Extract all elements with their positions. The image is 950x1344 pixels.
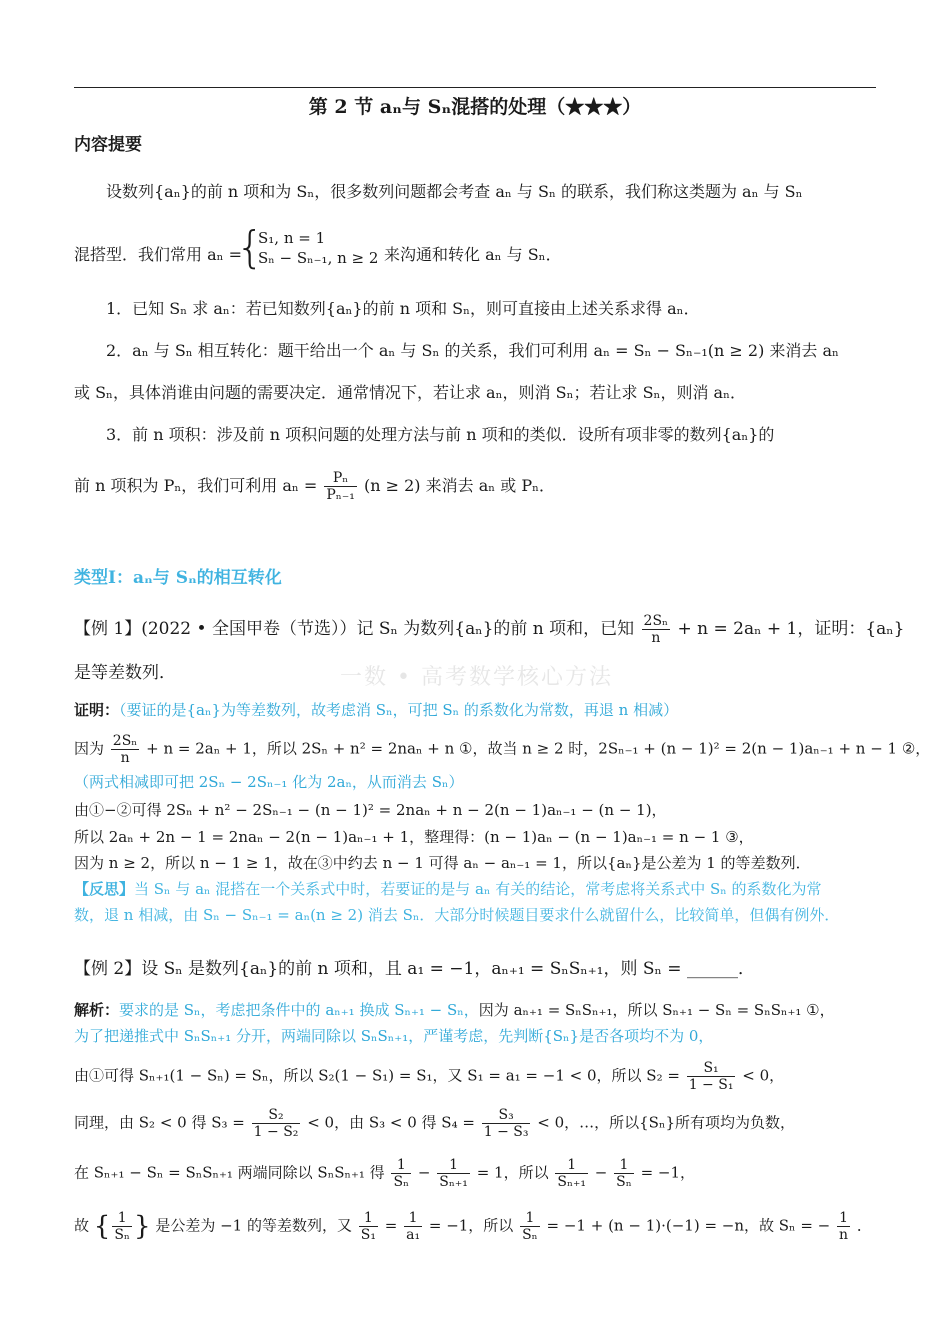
s6-fraction-4: [520, 1210, 540, 1243]
solution-step-4: [74, 1107, 882, 1140]
s6-fraction-1: [112, 1210, 132, 1243]
ex1-fraction: [642, 613, 671, 646]
s4-c: < 0，…，所以{Sₙ}所有项均为负数，: [537, 1113, 795, 1132]
proof-step-4: 所以 2aₙ + 2n − 1 = 2naₙ − 2(n − 1)aₙ₋₁ + 1，整理得：(n − 1)aₙ − (n − 1)aₙ₋₁ = n − 1 ③，: [74, 828, 754, 846]
solution-label: 解析：: [74, 1001, 120, 1019]
section-title: 第 2 节 aₙ与 Sₙ混搭的处理（★★★）: [308, 96, 642, 118]
s5-minus-2: −: [594, 1163, 608, 1182]
right-brace: }: [134, 1211, 151, 1242]
cases-formula: [258, 228, 378, 268]
s6-a: 故: [74, 1216, 90, 1235]
fraction-denominator: Sₙ₊₁: [439, 1174, 468, 1190]
s5-b: = 1，所以: [476, 1163, 549, 1182]
intro-heading: 内容提要: [74, 135, 142, 155]
cases-brace: {: [236, 222, 264, 273]
fraction-denominator: n: [120, 750, 130, 766]
proof-hint: （要证的是{aₙ}为等差数列，故考虑消 Sₙ，可把 Sₙ 的系数化为常数，再退 n 相减）: [119, 701, 679, 719]
fraction-numerator: 1: [391, 1157, 411, 1174]
intro-paragraph-1: 设数列{aₙ}的前 n 项和为 Sₙ，很多数列问题都会考查 aₙ 与 Sₙ 的联系，我们称这类题为 aₙ 与 Sₙ: [106, 182, 803, 201]
s4-a: 同理，由 S₂ < 0 得 S₃ =: [74, 1113, 245, 1132]
solution-step-3: [74, 1060, 882, 1093]
item-3b-post: (n ≥ 2) 来消去 aₙ 或 Pₙ．: [363, 476, 556, 495]
ex1-pre: 【例 1】(2022 • 全国甲卷（节选））记 Sₙ 为数列{aₙ}的前 n 项和，已知: [74, 619, 635, 639]
s3-fraction: [687, 1060, 736, 1093]
intro-paragraph-2-pre: 混搭型．我们常用 aₙ =: [74, 245, 243, 264]
proof-step-3: 由①−②可得 2Sₙ + n² − 2Sₙ₋₁ − (n − 1)² = 2naₙ + n − 2(n − 1)aₙ₋₁ − (n − 1)，: [74, 801, 667, 819]
fraction-denominator: 1 − S₂: [253, 1124, 299, 1140]
reflect-line-2: 数，退 n 相减，由 Sₙ − Sₙ₋₁ = aₙ(n ≥ 2) 消去 Sₙ．大部分时候题目要求什么就留什么，比较简单，但偶有例外．: [74, 906, 840, 924]
intro-paragraph-2-post: 来沟通和转化 aₙ 与 Sₙ．: [384, 245, 562, 264]
s6-d: = −1 + (n − 1)·(−1) = −n，故 Sₙ = −: [546, 1216, 831, 1235]
intro-item-2a: 2．aₙ 与 Sₙ 相互转化：题干给出一个 aₙ 与 Sₙ 的关系，我们可利用 aₙ = Sₙ − Sₙ₋₁(n ≥ 2) 来消去 aₙ: [106, 341, 839, 360]
proof-line: [74, 699, 882, 721]
s6-fraction-2: [359, 1210, 378, 1243]
s6-eq: =: [384, 1216, 398, 1235]
fraction-denominator: n: [651, 630, 661, 646]
fraction-numerator: 1: [112, 1210, 132, 1227]
top-rule: [74, 87, 876, 88]
s5-fraction-2: [437, 1157, 470, 1190]
step-1-post: + n = 2aₙ + 1，所以 2Sₙ + n² = 2naₙ + n ①，故当 n ≥ 2 时，2Sₙ₋₁ + (n − 1)² = 2(n − 1)aₙ₋₁ + n − 1 ②，: [146, 739, 931, 758]
left-brace: {: [93, 1211, 111, 1242]
s6-b: 是公差为 −1 的等差数列，又: [155, 1216, 352, 1235]
example-2-line-1: 【例 2】设 Sₙ 是数列{aₙ}的前 n 项和，且 a₁ = −1，aₙ₊₁ = SₙSₙ₊₁，则 Sₙ = ______．: [74, 959, 755, 979]
fraction-pn: [324, 470, 356, 503]
solution-line-1: [74, 999, 882, 1021]
fraction-numerator: 2Sₙ: [112, 733, 138, 749]
intro-item-1: 1．已知 Sₙ 求 aₙ：若已知数列{aₙ}的前 n 项和 Sₙ，则可直接由上述关系求得 aₙ．: [106, 299, 700, 318]
fraction-numerator: 2Sₙ: [643, 613, 669, 629]
solution-step-6: [74, 1210, 882, 1243]
fraction-numerator: S₃: [482, 1107, 531, 1124]
s3-pre: 由①可得 Sₙ₊₁(1 − Sₙ) = Sₙ，所以 S₂(1 − S₁) = S₁，又 S₁ = a₁ = −1 < 0，所以 S₂ =: [74, 1066, 680, 1085]
fraction-numerator: 1: [837, 1210, 850, 1227]
s5-a: 在 Sₙ₊₁ − Sₙ = SₙSₙ₊₁ 两端同除以 SₙSₙ₊₁ 得: [74, 1163, 385, 1182]
ex1-post: + n = 2aₙ + 1，证明：{aₙ}: [677, 619, 905, 639]
reflect-line-1: [74, 878, 882, 900]
type-1-heading: 类型Ⅰ：aₙ与 Sₙ的相互转化: [74, 568, 282, 588]
fraction-numerator: 1: [614, 1157, 634, 1174]
fraction-numerator: 1: [404, 1210, 422, 1227]
intro-item-3b: [74, 470, 882, 503]
fraction-numerator: Pₙ: [324, 470, 356, 487]
s6-fraction-3: [404, 1210, 422, 1243]
step-1-fraction: [111, 733, 140, 766]
watermark: 一数 • 高考数学核心方法: [340, 665, 613, 690]
fraction-denominator: Sₙ₊₁: [557, 1174, 587, 1190]
s3-post: < 0，: [742, 1066, 785, 1085]
fraction-numerator: 1: [359, 1210, 378, 1227]
s5-c: = −1，: [640, 1163, 696, 1182]
proof-step-1: [74, 733, 931, 766]
solution-step-5: [74, 1157, 882, 1190]
fraction-numerator: 1: [437, 1157, 470, 1174]
fraction-denominator: Sₙ: [616, 1174, 632, 1190]
fraction-denominator: Pₙ₋₁: [326, 487, 355, 503]
example-1-line-1: [74, 613, 905, 646]
item-3b-pre: 前 n 项积为 Pₙ，我们可利用 aₙ =: [74, 476, 318, 495]
fraction-denominator: Sₙ: [393, 1174, 410, 1190]
proof-step-5: 因为 n ≥ 2，所以 n − 1 ≥ 1，故在③中约去 n − 1 可得 aₙ − aₙ₋₁ = 1，所以{aₙ}是公差为 1 的等差数列．: [74, 854, 811, 872]
s6-fraction-5: [837, 1210, 850, 1243]
fraction-denominator: S₁: [360, 1227, 376, 1243]
fraction-denominator: 1 − S₃: [483, 1124, 529, 1140]
s6-e: ．: [856, 1216, 872, 1235]
fraction-numerator: 1: [555, 1157, 588, 1174]
fraction-denominator: a₁: [406, 1227, 421, 1243]
s5-fraction-1: [391, 1157, 411, 1190]
solution-hint-1: 要求的是 Sₙ，考虑把条件中的 aₙ₊₁ 换成 Sₙ₊₁ − Sₙ，: [119, 1001, 479, 1019]
reflect-label: 【反思】: [74, 880, 135, 898]
s5-minus: −: [417, 1163, 431, 1182]
solution-hint-2: 为了把递推式中 SₙSₙ₊₁ 分开，两端同除以 SₙSₙ₊₁，严谨考虑，先判断{Sₙ}是否各项均不为 0，: [74, 1027, 714, 1045]
s4-fraction-2: [482, 1107, 531, 1140]
s4-b: < 0，由 S₃ < 0 得 S₄ =: [307, 1113, 475, 1132]
fraction-denominator: 1 − S₁: [688, 1077, 734, 1093]
proof-label: 证明：: [74, 701, 120, 719]
case-2: Sₙ − Sₙ₋₁, n ≥ 2: [258, 249, 379, 267]
s5-fraction-4: [614, 1157, 634, 1190]
fraction-numerator: S₁: [687, 1060, 736, 1077]
case-1: S₁, n = 1: [258, 229, 326, 247]
s4-fraction-1: [252, 1107, 301, 1140]
s5-fraction-3: [555, 1157, 588, 1190]
reflect-text-1: 当 Sₙ 与 aₙ 混搭在一个关系式中时，若要证的是与 aₙ 有关的结论，常考虑将关系式中 Sₙ 的系数化为常: [134, 880, 822, 898]
step-1-pre: 因为: [74, 739, 105, 758]
proof-step-2-hint: （两式相减即可把 2Sₙ − 2Sₙ₋₁ 化为 2aₙ，从而消去 Sₙ）: [74, 773, 464, 791]
s6-c: = −1，所以: [428, 1216, 514, 1235]
fraction-denominator: Sₙ: [114, 1227, 130, 1243]
intro-item-2b: 或 Sₙ，具体消谁由问题的需要决定．通常情况下，若让求 aₙ，则消 Sₙ；若让求 Sₙ，则消 aₙ．: [74, 383, 747, 402]
fraction-denominator: n: [839, 1227, 849, 1243]
intro-item-3a: 3．前 n 项积：涉及前 n 项积问题的处理方法与前 n 项和的类似．设所有项非零的数列{aₙ}的: [106, 425, 775, 444]
example-1-line-2: 是等差数列．: [74, 663, 176, 683]
fraction-denominator: Sₙ: [522, 1227, 538, 1243]
fraction-numerator: 1: [520, 1210, 540, 1227]
solution-text-1: 因为 aₙ₊₁ = SₙSₙ₊₁，所以 Sₙ₊₁ − Sₙ = SₙSₙ₊₁ ①，: [478, 1001, 835, 1019]
fraction-numerator: S₂: [252, 1107, 301, 1124]
